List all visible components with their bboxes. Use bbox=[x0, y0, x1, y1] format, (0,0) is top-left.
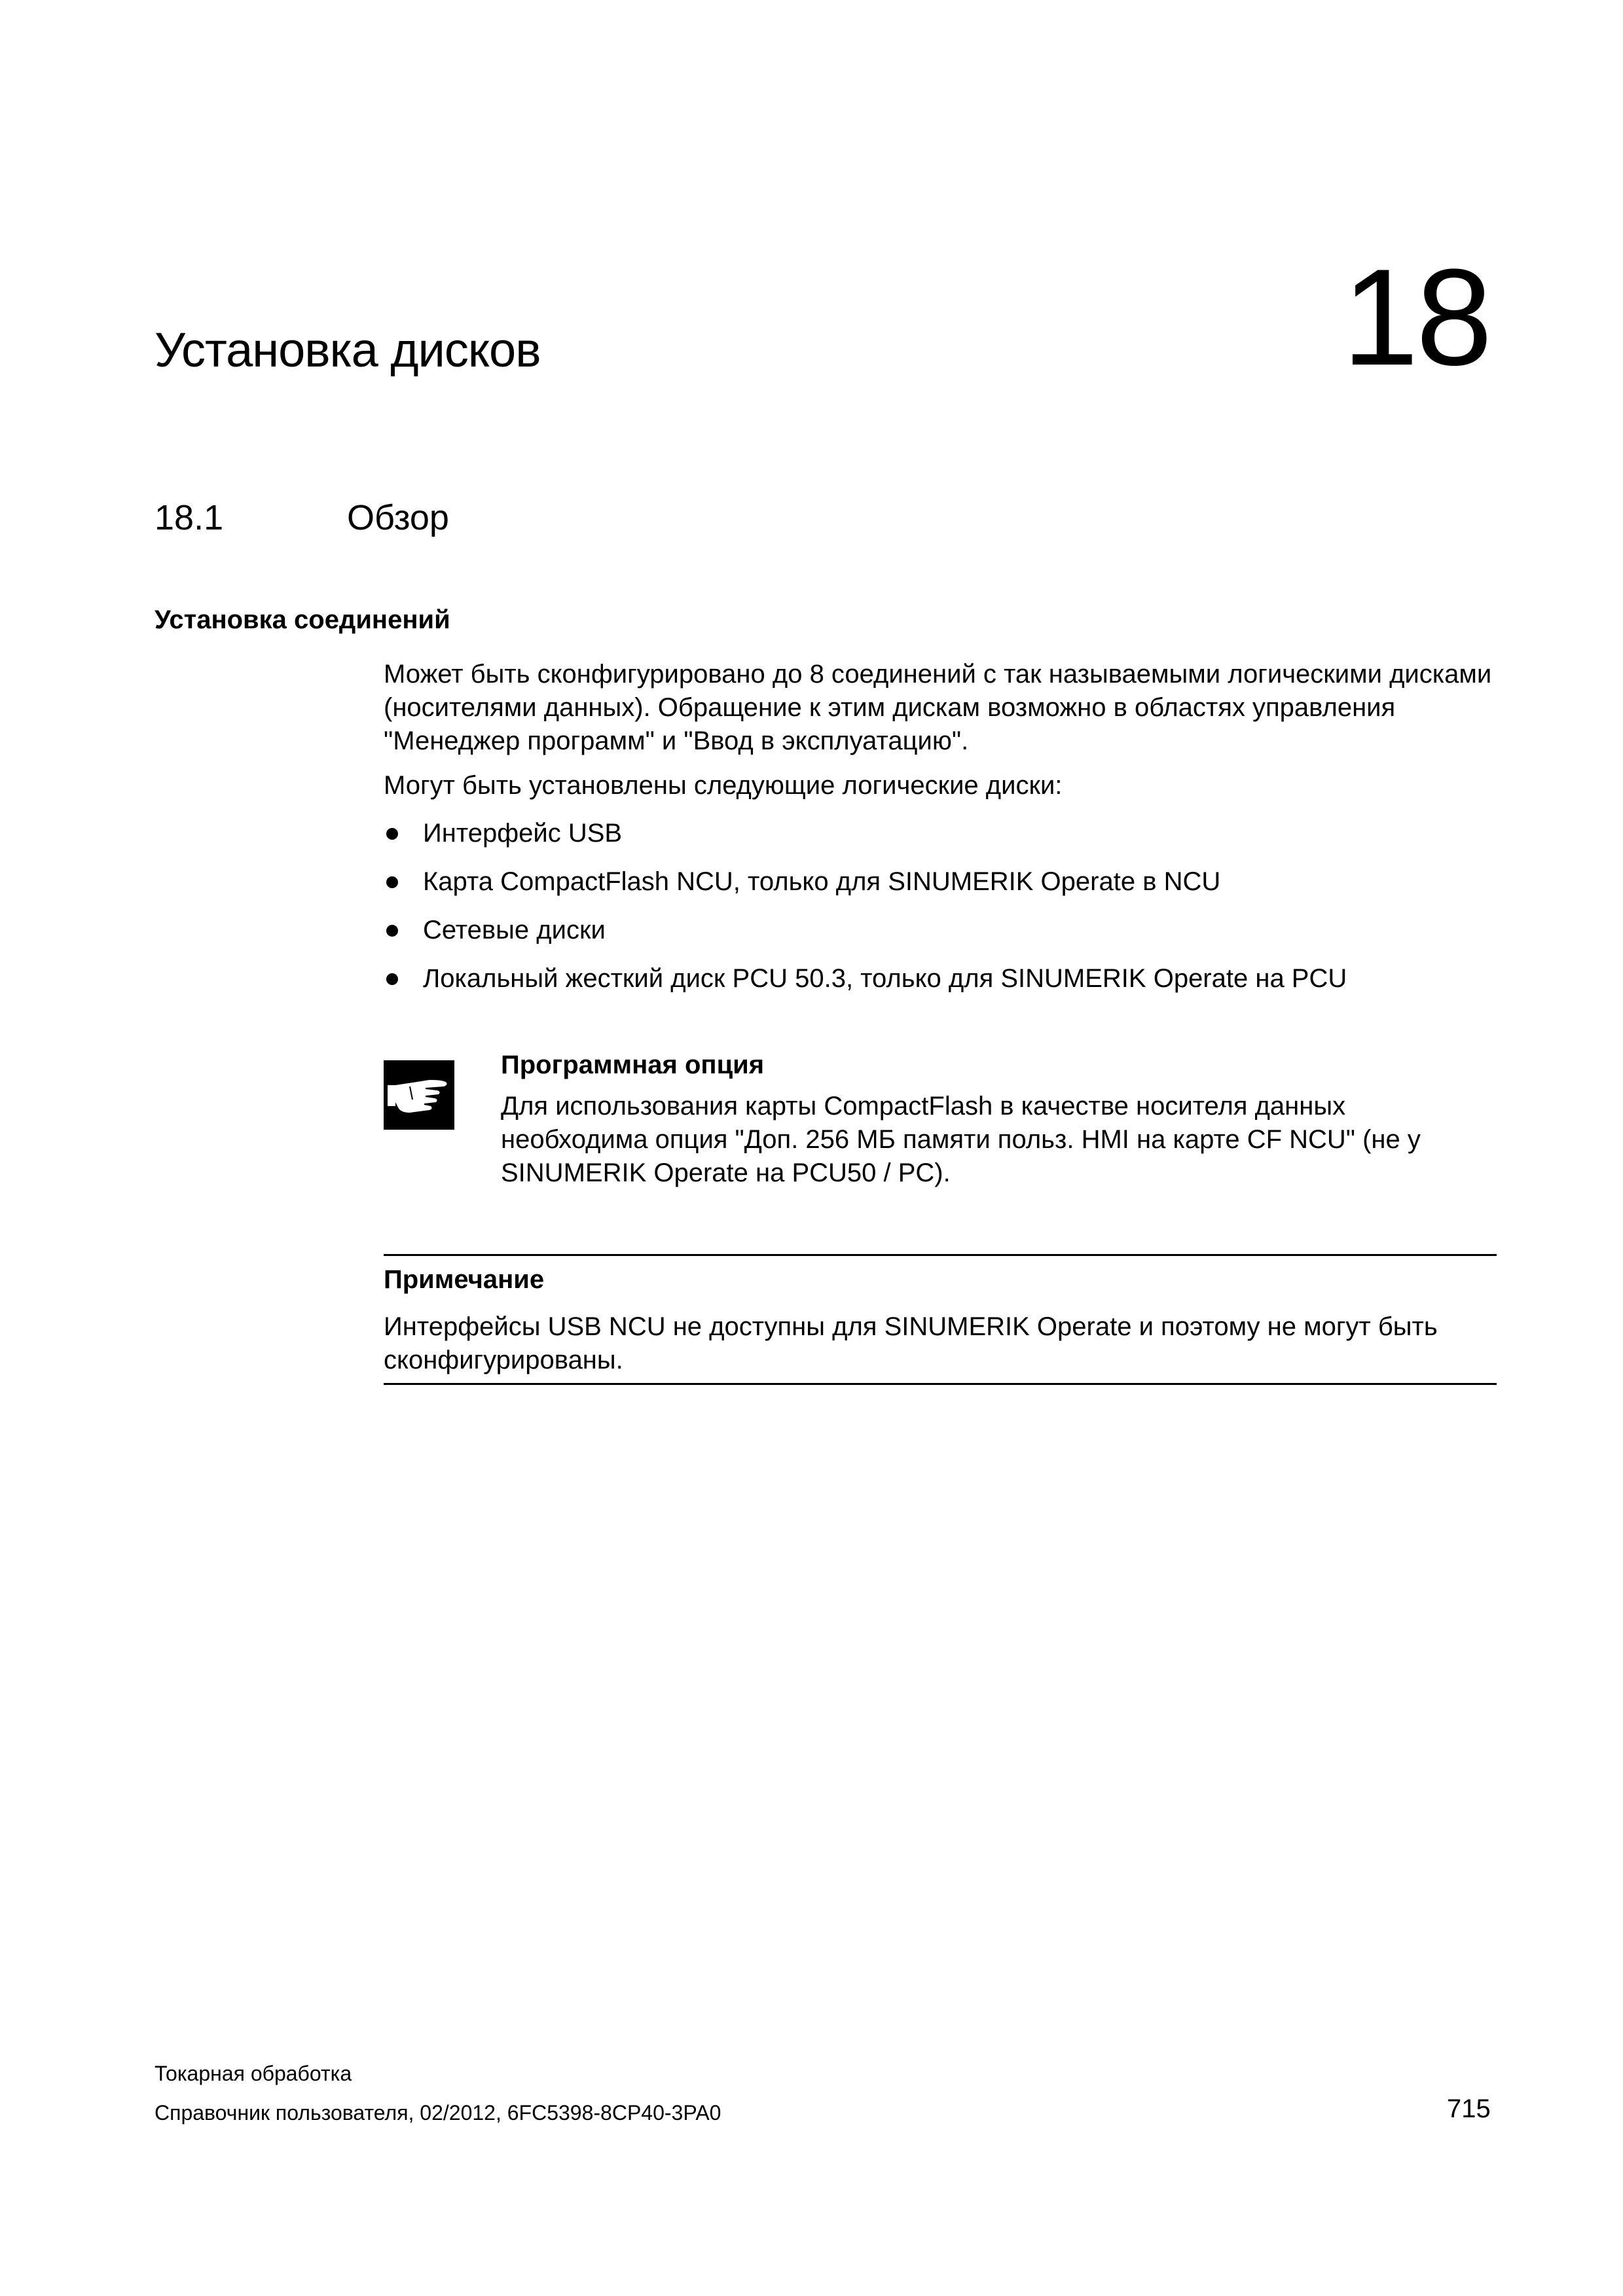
note-title: Примечание bbox=[384, 1265, 545, 1294]
bullet-icon bbox=[386, 828, 398, 840]
list-item-label: Сетевые диски bbox=[423, 916, 606, 944]
software-option-title: Программная опция bbox=[501, 1050, 765, 1079]
footer-book-info: Справочник пользователя, 02/2012, 6FC5398-8CP40-3PA0 bbox=[155, 2101, 721, 2125]
list-item-label: Интерфейс USB bbox=[423, 819, 623, 848]
list-item bbox=[384, 962, 1347, 1011]
footer-book-title: Токарная обработка bbox=[155, 2062, 352, 2085]
section-title: Обзор bbox=[347, 498, 449, 537]
page-number: 715 bbox=[1447, 2094, 1491, 2123]
note-bottom-divider bbox=[384, 1383, 1497, 1385]
intro-paragraph: Может быть сконфигурировано до 8 соединений с так называемыми логическими дисками (носителями данных). Обращение к этим дискам возможно в областях управления "Менеджер программ" и "Ввод в эксплуатацию". bbox=[384, 660, 1492, 755]
list-item-label: Карта CompactFlash NCU, только для SINUMERIK Operate в NCU bbox=[423, 867, 1221, 896]
bullet-icon bbox=[386, 973, 398, 985]
list-item-label: Локальный жесткий диск PCU 50.3, только для SINUMERIK Operate на PCU bbox=[423, 964, 1347, 993]
list-item bbox=[384, 914, 1347, 962]
subsection-title: Установка соединений bbox=[155, 605, 450, 634]
software-option-text: Для использования карты CompactFlash в качестве носителя данных необходима опция "Доп. 256 МБ памяти польз. HMI на карте CF NCU" (не у SINUMERIK Operate на PCU50 / PC). bbox=[501, 1092, 1421, 1187]
note-text: Интерфейсы USB NCU не доступны для SINUMERIK Operate и поэтому не могут быть сконфигурированы. bbox=[384, 1312, 1438, 1374]
section-number: 18.1 bbox=[155, 498, 224, 537]
list-item bbox=[384, 817, 1347, 865]
note-top-divider bbox=[384, 1254, 1497, 1256]
bullet-icon bbox=[386, 925, 398, 937]
pointing-hand-icon bbox=[384, 1060, 454, 1130]
list-item bbox=[384, 865, 1347, 914]
chapter-number: 18 bbox=[1342, 240, 1490, 394]
list-intro: Могут быть установлены следующие логические диски: bbox=[384, 771, 1063, 800]
drives-list bbox=[384, 817, 1347, 1011]
bullet-icon bbox=[386, 876, 398, 888]
chapter-title: Установка дисков bbox=[155, 323, 541, 377]
